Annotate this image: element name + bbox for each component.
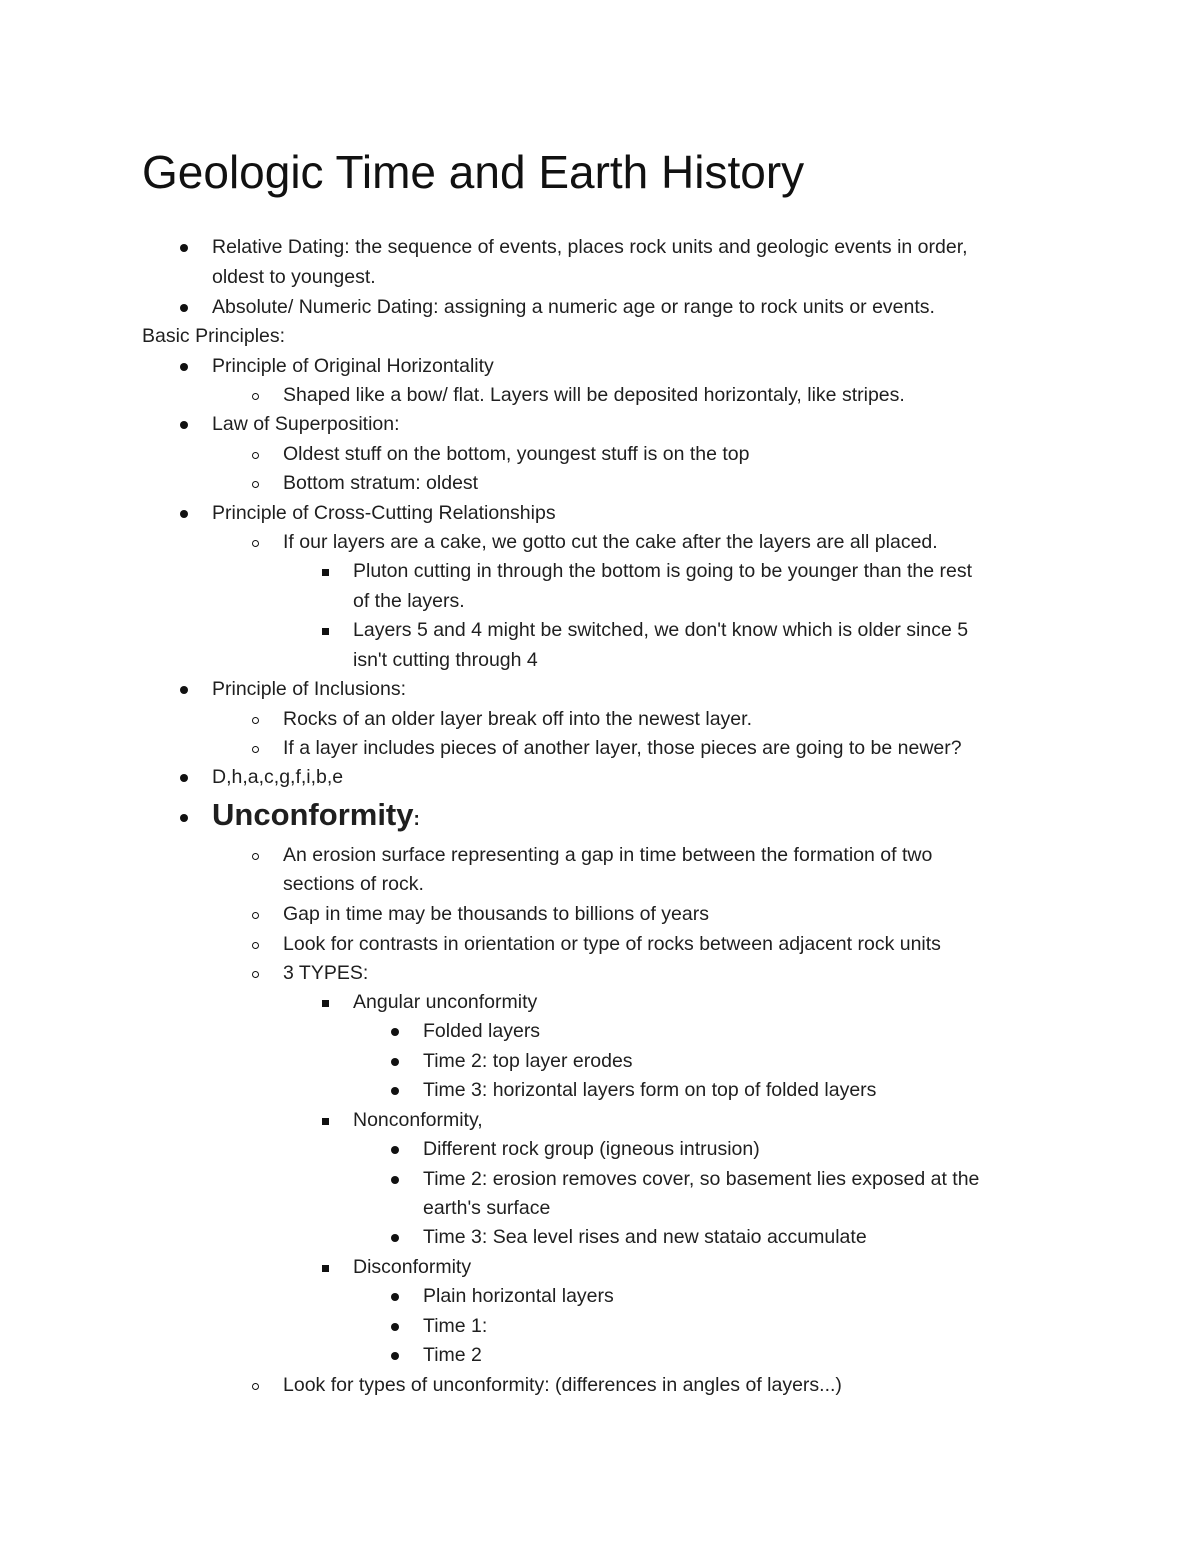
square-bullet-icon xyxy=(322,569,329,576)
list-item: If a layer includes pieces of another layer, those pieces are going to be newer? xyxy=(283,734,962,764)
bullet-icon xyxy=(180,363,188,371)
list-item-continuation: oldest to youngest. xyxy=(212,266,376,288)
list-item: Look for contrasts in orientation or type of rocks between adjacent rock units xyxy=(283,930,941,960)
list-item: If our layers are a cake, we gotto cut the cake after the layers are all placed. xyxy=(283,528,938,558)
bullet-icon xyxy=(180,244,188,252)
section-label: Basic Principles: xyxy=(142,325,286,347)
list-item: Time 2: top layer erodes xyxy=(423,1047,633,1077)
circle-bullet-icon xyxy=(252,481,259,488)
circle-bullet-icon xyxy=(252,853,259,860)
list-item: Bottom stratum: oldest xyxy=(283,469,478,499)
list-item: 3 TYPES: xyxy=(283,959,368,989)
square-bullet-icon xyxy=(322,1118,329,1125)
page-title: Geologic Time and Earth History xyxy=(142,146,805,198)
list-item: Disconformity xyxy=(353,1253,471,1283)
circle-bullet-icon xyxy=(252,971,259,978)
list-item-continuation: earth's surface xyxy=(423,1197,551,1219)
circle-bullet-icon xyxy=(252,717,259,724)
list-item: Time 3: horizontal layers form on top of folded layers xyxy=(423,1076,876,1106)
list-item: Law of Superposition: xyxy=(212,410,400,440)
square-bullet-icon xyxy=(322,1000,329,1007)
list-item: Nonconformity, xyxy=(353,1106,483,1136)
circle-bullet-icon xyxy=(252,942,259,949)
bullet-icon xyxy=(180,774,188,782)
list-item: Plain horizontal layers xyxy=(423,1282,614,1312)
bullet-icon xyxy=(391,1176,399,1184)
bullet-icon xyxy=(391,1323,399,1331)
list-item: Rocks of an older layer break off into the newest layer. xyxy=(283,705,752,735)
bullet-icon xyxy=(391,1058,399,1066)
bullet-icon xyxy=(180,510,188,518)
bullet-icon xyxy=(180,421,188,429)
list-item: Principle of Inclusions: xyxy=(212,675,406,705)
bullet-icon xyxy=(180,686,188,694)
list-item: Angular unconformity xyxy=(353,988,537,1018)
bullet-icon xyxy=(391,1087,399,1095)
list-item: Relative Dating: the sequence of events, places rock units and geologic events in order, xyxy=(212,233,968,263)
list-item-continuation: of the layers. xyxy=(353,590,465,612)
list-item: Time 2: erosion removes cover, so basement lies exposed at the xyxy=(423,1165,979,1195)
list-item: Absolute/ Numeric Dating: assigning a numeric age or range to rock units or events. xyxy=(212,293,935,323)
list-item: Look for types of unconformity: (differences in angles of layers...) xyxy=(283,1371,842,1401)
list-item: Folded layers xyxy=(423,1017,540,1047)
list-item: Shaped like a bow/ flat. Layers will be deposited horizontaly, like stripes. xyxy=(283,381,905,411)
list-item: Gap in time may be thousands to billions of years xyxy=(283,900,709,930)
square-bullet-icon xyxy=(322,1265,329,1272)
list-item: Time 3: Sea level rises and new stataio accumulate xyxy=(423,1223,867,1253)
circle-bullet-icon xyxy=(252,912,259,919)
list-item-continuation: isn't cutting through 4 xyxy=(353,649,538,671)
bullet-icon xyxy=(180,304,188,312)
bullet-icon xyxy=(180,814,188,822)
circle-bullet-icon xyxy=(252,540,259,547)
circle-bullet-icon xyxy=(252,393,259,400)
list-item: Principle of Original Horizontality xyxy=(212,352,494,382)
list-item-continuation: sections of rock. xyxy=(283,873,424,895)
bullet-icon xyxy=(391,1146,399,1154)
list-item: An erosion surface representing a gap in time between the formation of two xyxy=(283,841,932,871)
list-item: Different rock group (igneous intrusion) xyxy=(423,1135,760,1165)
circle-bullet-icon xyxy=(252,452,259,459)
list-item: Principle of Cross-Cutting Relationships xyxy=(212,499,556,529)
circle-bullet-icon xyxy=(252,1383,259,1390)
bullet-icon xyxy=(391,1293,399,1301)
list-item: Pluton cutting in through the bottom is going to be younger than the rest xyxy=(353,557,972,587)
square-bullet-icon xyxy=(322,628,329,635)
list-item: Oldest stuff on the bottom, youngest stuff is on the top xyxy=(283,440,750,470)
circle-bullet-icon xyxy=(252,746,259,753)
bullet-icon xyxy=(391,1234,399,1242)
list-item: Layers 5 and 4 might be switched, we don't know which is older since 5 xyxy=(353,616,968,646)
bullet-icon xyxy=(391,1352,399,1360)
list-item: D,h,a,c,g,f,i,b,e xyxy=(212,763,343,793)
unconformity-heading: Unconformity: xyxy=(212,796,420,839)
bullet-icon xyxy=(391,1028,399,1036)
list-item: Time 1: xyxy=(423,1312,487,1342)
list-item: Time 2 xyxy=(423,1341,482,1371)
